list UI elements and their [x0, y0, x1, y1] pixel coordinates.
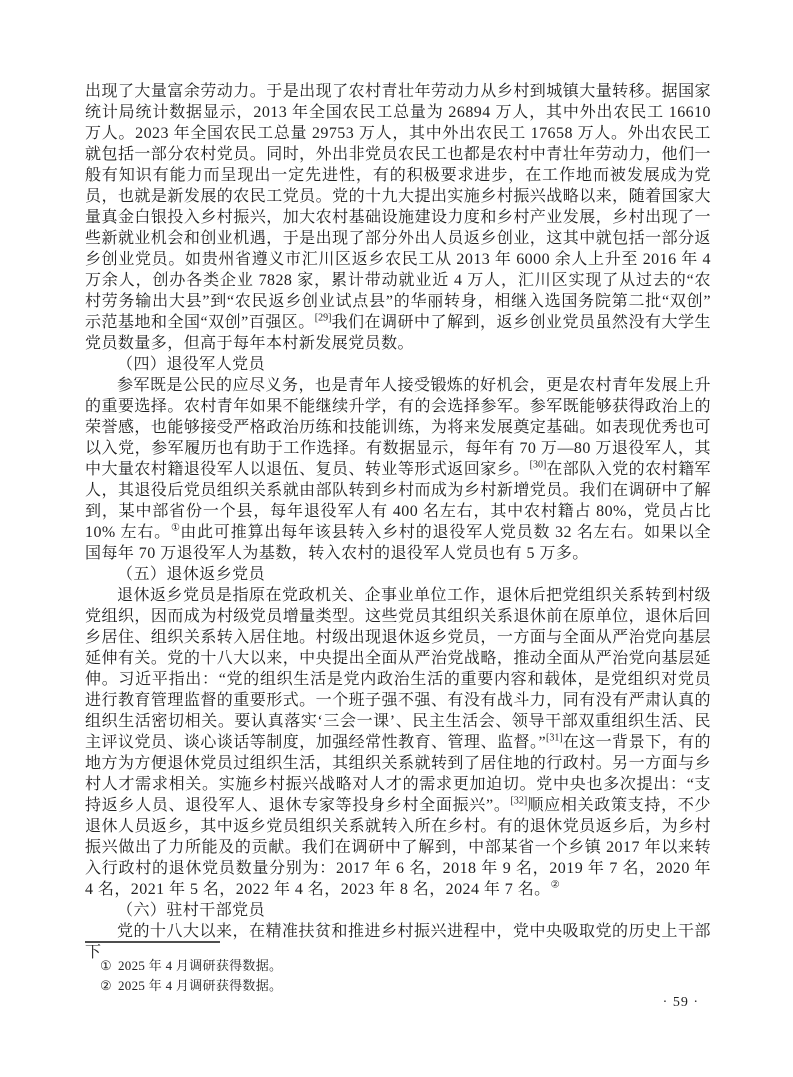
footnote-marker: ②	[100, 978, 112, 993]
paragraph: 出现了大量富余劳动力。于是出现了农村青壮年劳动力从乡村到城镇大量转移。据国家统计局统计数据显示，2013 年全国农民工总量为 26894 万人，其中外出农民工 16610 万人。2023 年全国农民工总量 29753 万人，其中外出农民工 17658 万人。外出农民工就包括一部分农村党员。同时，外出非党员农民工也都是农村中青壮年劳动力，他们一般有知识有能力而呈现出一定先进性，有的积极要求进步，在工作地而被发展成为党员，也就是新发展的农民工党员。党的十九大提出实施乡村振兴战略以来，随着国家大量真金白银投入乡村振兴，加大农村基础设施建设力度和乡村产业发展，乡村出现了一些新就业机会和创业机遇，于是出现了部分外出人员返乡创业，这其中就包括一部分返乡创业党员。如贵州省遵义市汇川区返乡农民工从 2013 年 6000 余人上升至 2016 年 4 万余人，创办各类企业 7828 家，累计带动就业近 4 万人，汇川区实现了从过去的“农村劳务输出大县”到“农民返乡创业试点县”的华丽转身，相继入选国务院第二批“双创”示范基地和全国“双创”百强区。[29]我们在调研中了解到，返乡创业党员虽然没有大学生党员数量多，但高于每年本村新发展党员数。	[85, 83, 711, 352]
paragraph: 退休返乡党员是指原在党政机关、企事业单位工作，退休后把党组织关系转到村级党组织，因而成为村级党员增量类型。这些党员其组织关系退休前在原单位，退休后回乡居住、组织关系转入居住地。村级出现退休返乡党员，一方面与全面从严治党向基层延伸有关。党的十八大以来，中央提出全面从严治党战略，推动全面从严治党向基层延伸。习近平指出：“党的组织生活是党内政治生活的重要内容和载体，是党组织对党员进行教育管理监督的重要形式。一个班子强不强、有没有战斗力，同有没有严肃认真的组织生活密切相关。要认真落实‘三会一课’、民主生活会、领导干部双重组织生活、民主评议党员、谈心谈话等制度，加强经常性教育、管理、监督。”[31]在这一背景下，有的地方为方便退休党员过组织生活，其组织关系就转到了居住地的行政村。另一方面与乡村人才需求相关。实施乡村振兴战略对人才的需求更加迫切。党中央也多次提出：“支持返乡人员、退役军人、退休专家等投身乡村全面振兴”。[32]顺应相关政策支持，不少退休人员返乡，其中返乡党员组织关系就转入所在乡村。有的退休党员返乡后，为乡村振兴做出了力所能及的贡献。我们在调研中了解到，中部某省一个乡镇 2017 年以来转入行政村的退休党员数量分别为：2017 年 6 名，2018 年 9 名，2019 年 7 名，2020 年 4 名，2021 年 5 名，2022 年 4 名，2023 年 8 名，2024 年 7 名。②	[85, 587, 711, 898]
footnote-divider	[85, 941, 220, 943]
paragraph: 党的十八大以来，在精准扶贫和推进乡村振兴进程中，党中央吸取党的历史上干部下	[85, 923, 711, 961]
superscript-ref: [29]	[314, 312, 332, 324]
superscript-ref: ②	[550, 879, 560, 891]
superscript-ref: [32]	[510, 795, 528, 807]
section-heading: （四）退役军人党员	[117, 356, 266, 373]
footnote-marker: ①	[100, 958, 112, 973]
footnote-text: 2025 年 4 月调研获得数据。	[117, 978, 283, 993]
page-number: · 59 ·	[662, 995, 699, 1010]
article-body	[85, 81, 711, 963]
section-heading: （五）退休返乡党员	[117, 566, 266, 583]
footnote-item	[85, 956, 711, 976]
paragraph: 参军既是公民的应尽义务，也是青年人接受锻炼的好机会，更是农村青年发展上升的重要选择。农村青年如果不能继续升学，有的会选择参军。参军既能够获得政治上的荣誉感，也能够接受严格政治历练和技能训练，为将来发展奠定基础。如表现优秀也可以入党，参军履历也有助于工作选择。有数据显示，每年有 70 万—80 万退役军人，其中大量农村籍退役军人以退伍、复员、转业等形式返回家乡。[30]在部队入党的农村籍军人，其退役后党员组织关系就由部队转到乡村而成为乡村新增党员。我们在调研中了解到，某中部省份一个县，每年退役军人有 400 名左右，其中农村籍占 80%，党员占比 10% 左右。①由此可推算出每年该县转入乡村的退役军人党员数 32 名左右。如果以全国每年 70 万退役军人为基数，转入农村的退役军人党员也有 5 万多。	[85, 377, 711, 562]
section-heading: （六）驻村干部党员	[117, 902, 266, 919]
footnote-item	[85, 976, 711, 996]
footnote-text: 2025 年 4 月调研获得数据。	[117, 958, 283, 973]
superscript-ref: [31]	[546, 732, 563, 744]
footnotes-section	[85, 941, 711, 996]
superscript-ref: ①	[170, 522, 181, 534]
superscript-ref: [30]	[529, 459, 547, 471]
footnotes-list	[85, 956, 711, 996]
